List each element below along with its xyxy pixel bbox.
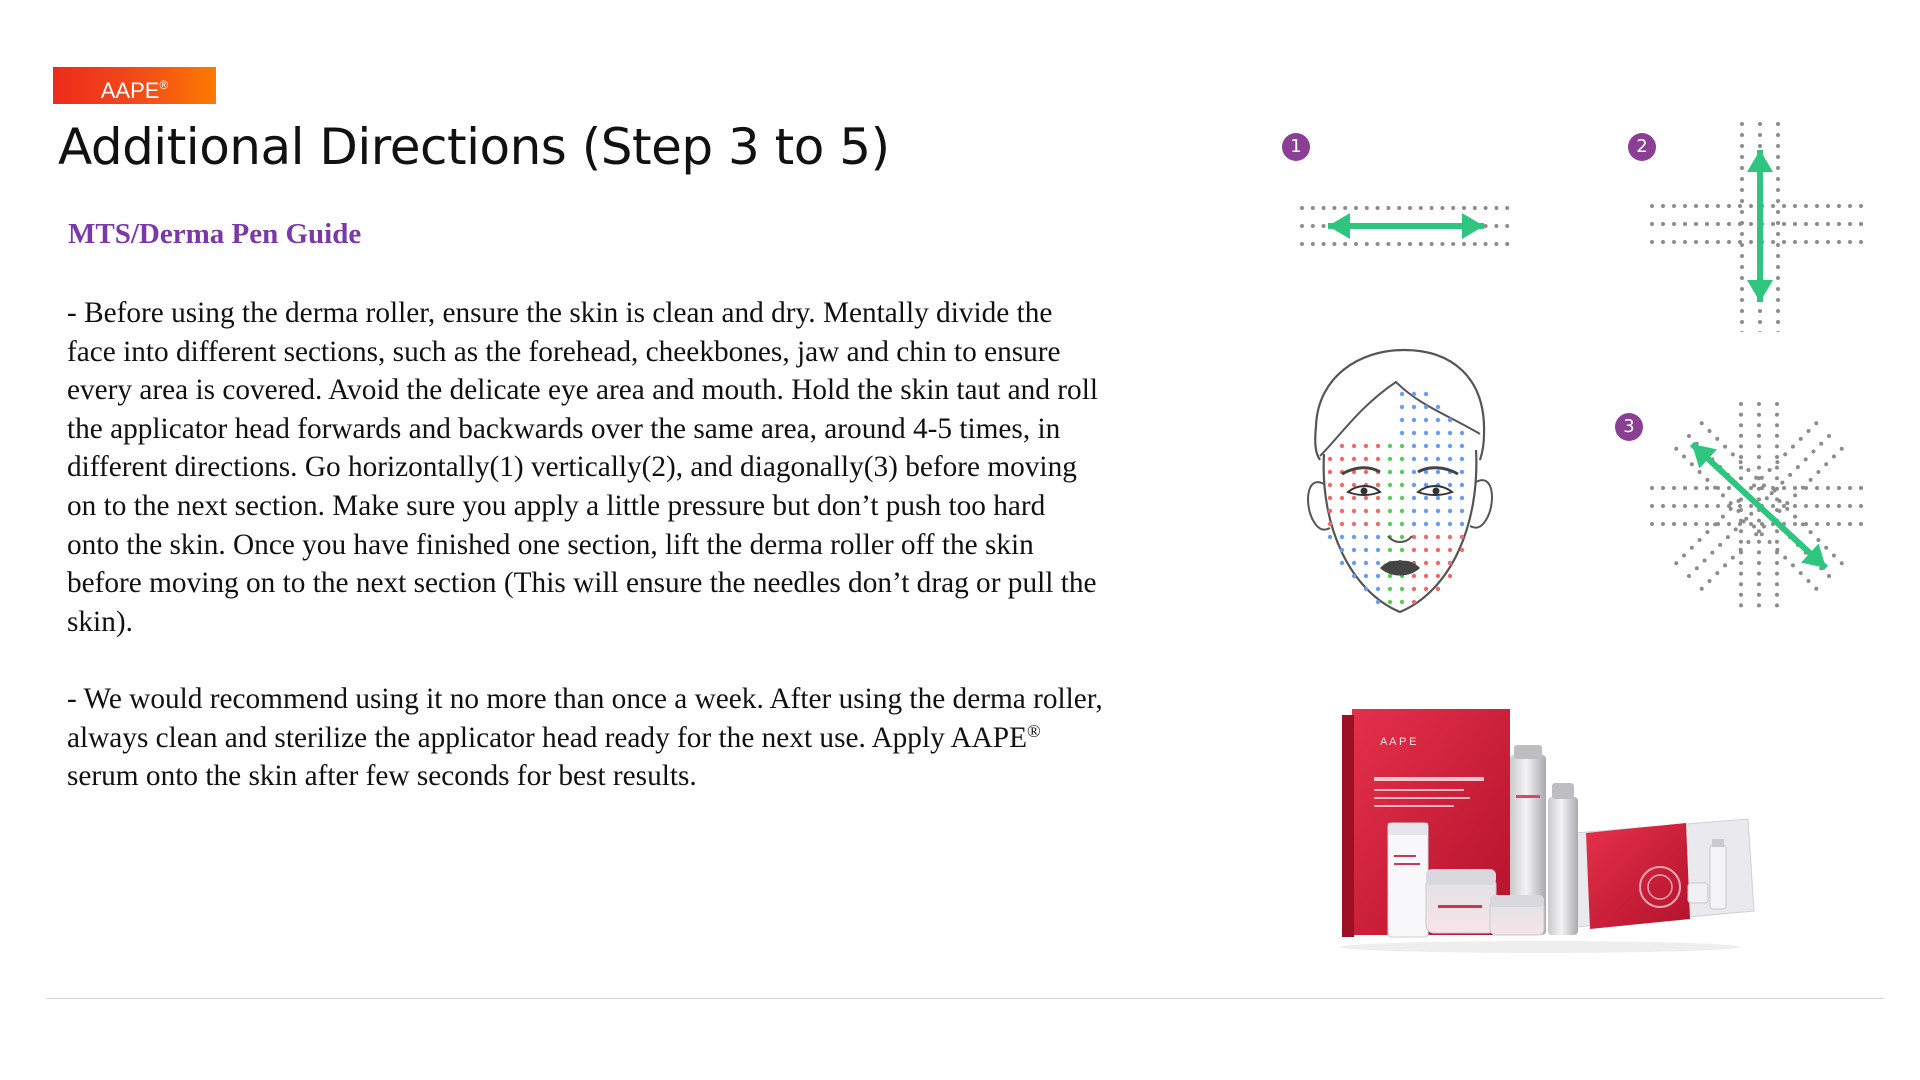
horizontal-arrow-icon bbox=[1298, 200, 1512, 252]
frequency-text-end: serum onto the skin after few seconds for best results. bbox=[67, 760, 697, 793]
diagonal-direction-diagram bbox=[1648, 400, 1870, 612]
face-zones-diagram bbox=[1300, 346, 1500, 618]
product-set-image bbox=[1340, 705, 1760, 962]
page-title: Additional Directions (Step 3 to 5) bbox=[58, 118, 890, 176]
brand-name: AAPE bbox=[100, 78, 160, 103]
diagonal-arrow-icon bbox=[1648, 400, 1870, 612]
svg-text:A A P E: A A P E bbox=[1380, 736, 1417, 748]
guide-heading: MTS/Derma Pen Guide bbox=[68, 218, 362, 250]
frequency-paragraph bbox=[67, 680, 1227, 796]
serum-registered-mark: ® bbox=[1026, 720, 1041, 741]
face-zones-icon bbox=[1300, 346, 1500, 618]
step-badge-3: 3 bbox=[1615, 413, 1643, 441]
horizontal-direction-diagram bbox=[1298, 200, 1512, 252]
product-set-illustration bbox=[1340, 705, 1760, 957]
brand-tag bbox=[53, 67, 216, 104]
vertical-arrow-icon bbox=[1648, 120, 1870, 332]
footer-divider bbox=[46, 998, 1884, 999]
instructions-paragraph: - Before using the derma roller, ensure the skin is clean and dry. Mentally divide the face into different sections, such as the forehead, cheekbones, jaw and chin to ensure every area is covered. Avoid the delicate eye area and mouth. Hold the skin taut and roll the applicator head forwards and backwards over the same area, around 4-5 times, in different directions. Go horizontally(1) vertically(2), and diagonally(3) before moving on to the next section. Make sure you apply a little pressure but don’t push too hard onto the skin. Once you have finished one section, lift the derma roller off the skin before moving on to the next section (This will ensure the needles don’t drag or pull the skin). bbox=[67, 297, 1098, 638]
step-badge-2: 2 bbox=[1628, 133, 1656, 161]
vertical-direction-diagram bbox=[1648, 120, 1870, 332]
brand-registered-mark: ® bbox=[159, 78, 169, 92]
body-text bbox=[67, 294, 1227, 834]
step-badge-1: 1 bbox=[1282, 133, 1310, 161]
frequency-text-start: - We would recommend using it no more than once a week. After using the derma roller, always clean and sterilize the applicator head ready for the next use. Apply AAPE bbox=[67, 682, 1103, 754]
